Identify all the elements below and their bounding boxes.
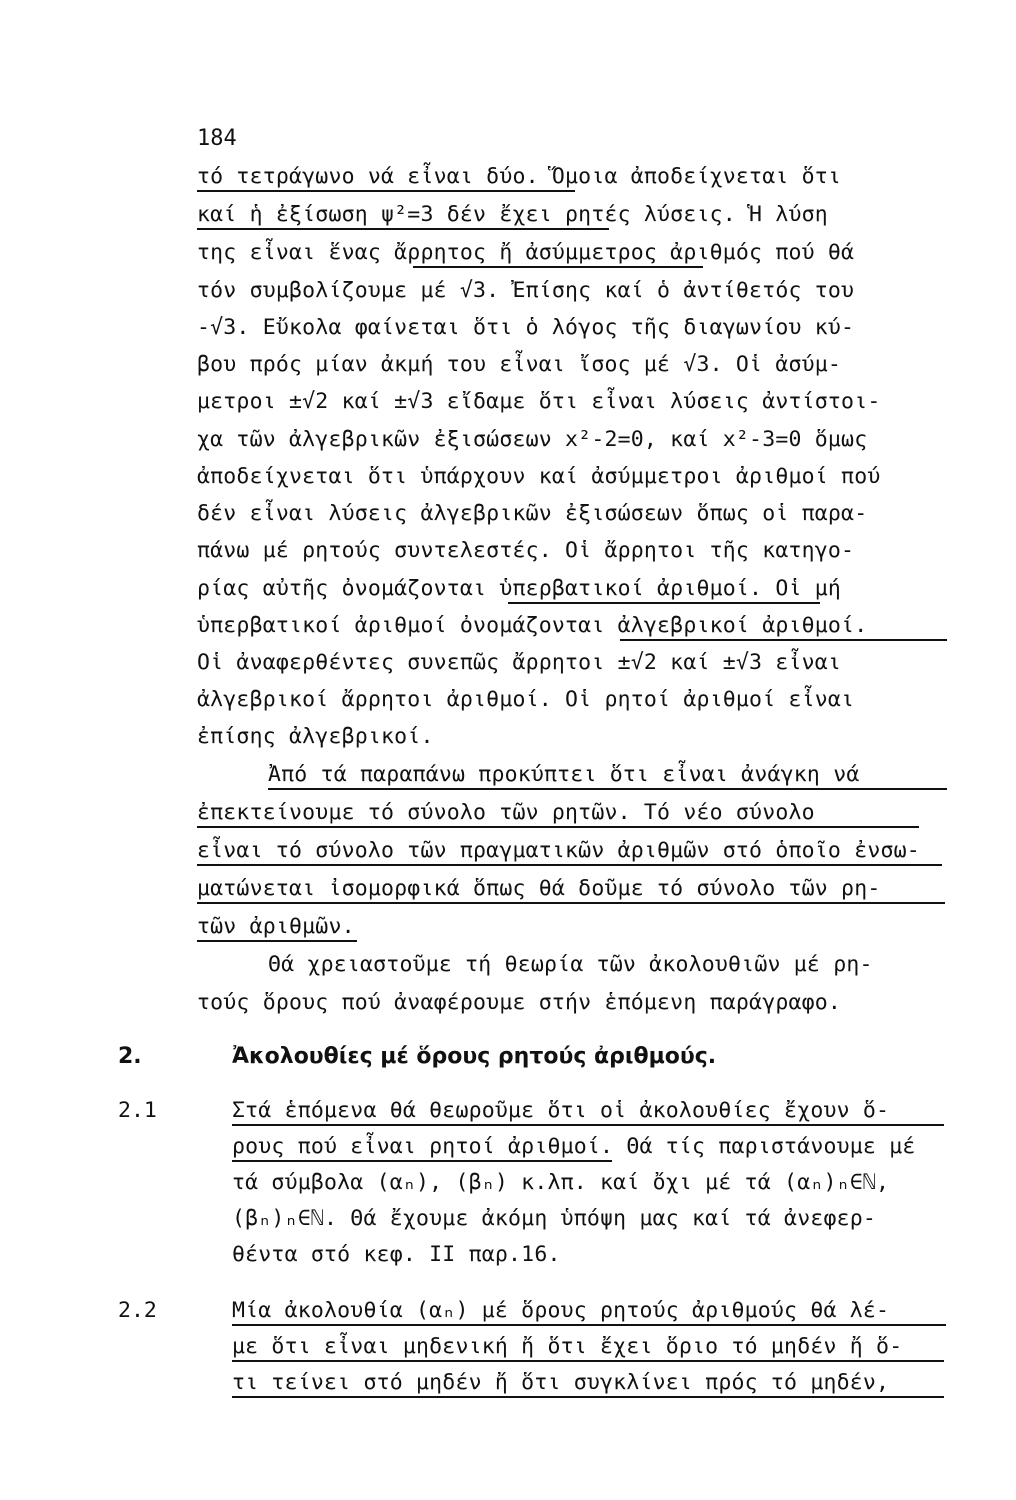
underline-mark	[232, 1124, 944, 1126]
text-line: ρίας αὐτῆς ὀνομάζονται ὑπερβατικοί ἀριθμοί. Οἱ μή	[197, 576, 842, 601]
text-line: καί ἡ ἐξίσωση ψ²=3 δέν ἔχει ρητές λύσεις. Ἡ λύση	[197, 202, 828, 227]
text-line: τό τετράγωνο νά εἶναι δύο. Ὅμοια ἀποδείχνεται ὅτι	[197, 164, 842, 189]
text-line: τά σύμβολα (αₙ), (βₙ) κ.λπ. καί ὄχι μέ τά (αₙ)ₙ∈ℕ,	[232, 1170, 890, 1195]
text-line: (βₙ)ₙ∈ℕ. Θά ἔχουμε ἀκόμη ὑπόψη μας καί τά ἀνεφερ-	[232, 1206, 877, 1231]
underline-mark	[197, 864, 942, 866]
text-line: τούς ὅρους πού ἀναφέρουμε στήν ἑπόμενη παράγραφο.	[197, 990, 842, 1015]
text-line: δέν εἶναι λύσεις ἀλγεβρικῶν ἐξισώσεων ὅπως οἱ παρα-	[197, 501, 868, 526]
text-line: πάνω μέ ρητούς συντελεστές. Οἱ ἄρρητοι τῆς κατηγο-	[197, 538, 855, 563]
text-line: ὑπερβατικοί ἀριθμοί ὀνομάζονται ἀλγεβρικοί ἀριθμοί.	[197, 613, 868, 638]
item-number: 2.1	[118, 1098, 157, 1123]
text-line: της εἶναι ἕνας ἄρρητος ἤ ἀσύμμετρος ἀριθμός πού θά	[197, 240, 855, 265]
text-line: Θά χρειαστοῦμε τή θεωρία τῶν ἀκολουθιῶν μέ ρη-	[268, 952, 873, 977]
text-line: χα τῶν ἀλγεβρικῶν ἐξισώσεων x²-2=0, καί x²-3=0 ὅμως	[197, 427, 868, 452]
underline-mark	[232, 1360, 944, 1362]
text-line: εἶναι τό σύνολο τῶν πραγματικῶν ἀριθμῶν στό ὁποῖο ἐνσω-	[197, 838, 920, 863]
text-line: τῶν ἀριθμῶν.	[197, 914, 355, 939]
text-line: ἀλγεβρικοί ἄρρητοι ἀριθμοί. Οἱ ρητοί ἀριθμοί εἶναι	[197, 687, 855, 712]
text-line: ρους πού εἶναι ρητοί ἀριθμοί. Θά τίς παριστάνουμε μέ	[232, 1134, 916, 1159]
underline-mark	[197, 190, 575, 192]
underline-mark	[232, 1396, 944, 1398]
underline-mark	[197, 940, 357, 942]
underline-mark	[232, 1160, 612, 1162]
text-line: ἀποδείχνεται ὅτι ὑπάρχουν καί ἀσύμμετροι ἀριθμοί πού	[197, 464, 881, 489]
underline-mark	[232, 1324, 946, 1326]
underline-mark	[197, 228, 609, 230]
text-line: ἐπίσης ἀλγεβρικοί.	[197, 724, 434, 749]
underline-mark	[197, 902, 945, 904]
text-line: Οἱ ἀναφερθέντες συνεπῶς ἄρρητοι ±√2 καί ±√3 εἶναι	[197, 650, 842, 675]
text-line: θέντα στό κεφ. II παρ.16.	[232, 1242, 561, 1267]
text-line: με ὅτι εἶναι μηδενική ἤ ὅτι ἔχει ὅριο τό μηδέν ἤ ὅ-	[232, 1334, 903, 1359]
underline-mark	[620, 639, 947, 641]
text-line: Ἀπό τά παραπάνω προκύπτει ὅτι εἶναι ἀνάγκη νά	[268, 762, 860, 787]
text-line: βου πρός μίαν ἀκμή του εἶναι ἴσος μέ √3. Οἱ ἀσύμ-	[197, 352, 842, 377]
text-line: -√3. Εὔκολα φαίνεται ὅτι ὁ λόγος τῆς διαγωνίου κύ-	[197, 315, 855, 340]
text-line: τόν συμβολίζουμε μέ √3. Ἐπίσης καί ὁ ἀντίθετός του	[197, 278, 855, 303]
page-number: 184	[197, 126, 237, 151]
section-title: Ἀκολουθίες μέ ὅρους ρητούς ἀριθμούς.	[232, 1044, 717, 1069]
text-line: μετροι ±√2 καί ±√3 εἴδαμε ὅτι εἶναι λύσεις ἀντίστοι-	[197, 389, 881, 414]
text-line: Στά ἑπόμενα θά θεωροῦμε ὅτι οἱ ἀκολουθίες ἔχουν ὅ-	[232, 1098, 890, 1123]
item-number: 2.2	[118, 1298, 157, 1323]
underline-mark	[197, 826, 919, 828]
text-line: ματώνεται ἰσομορφικά ὅπως θά δοῦμε τό σύνολο τῶν ρη-	[197, 876, 881, 901]
text-line: ἐπεκτείνουμε τό σύνολο τῶν ρητῶν. Τό νέο σύνολο	[197, 800, 815, 825]
underline-mark	[413, 266, 703, 268]
text-line: Μία ἀκολουθία (αₙ) μέ ὅρους ρητούς ἀριθμούς θά λέ-	[232, 1298, 890, 1323]
underline-mark	[268, 788, 947, 790]
text-line: τι τείνει στό μηδέν ἤ ὅτι συγκλίνει πρός τό μηδέν,	[232, 1370, 890, 1395]
underline-mark	[508, 602, 820, 604]
section-number: 2.	[118, 1044, 142, 1069]
